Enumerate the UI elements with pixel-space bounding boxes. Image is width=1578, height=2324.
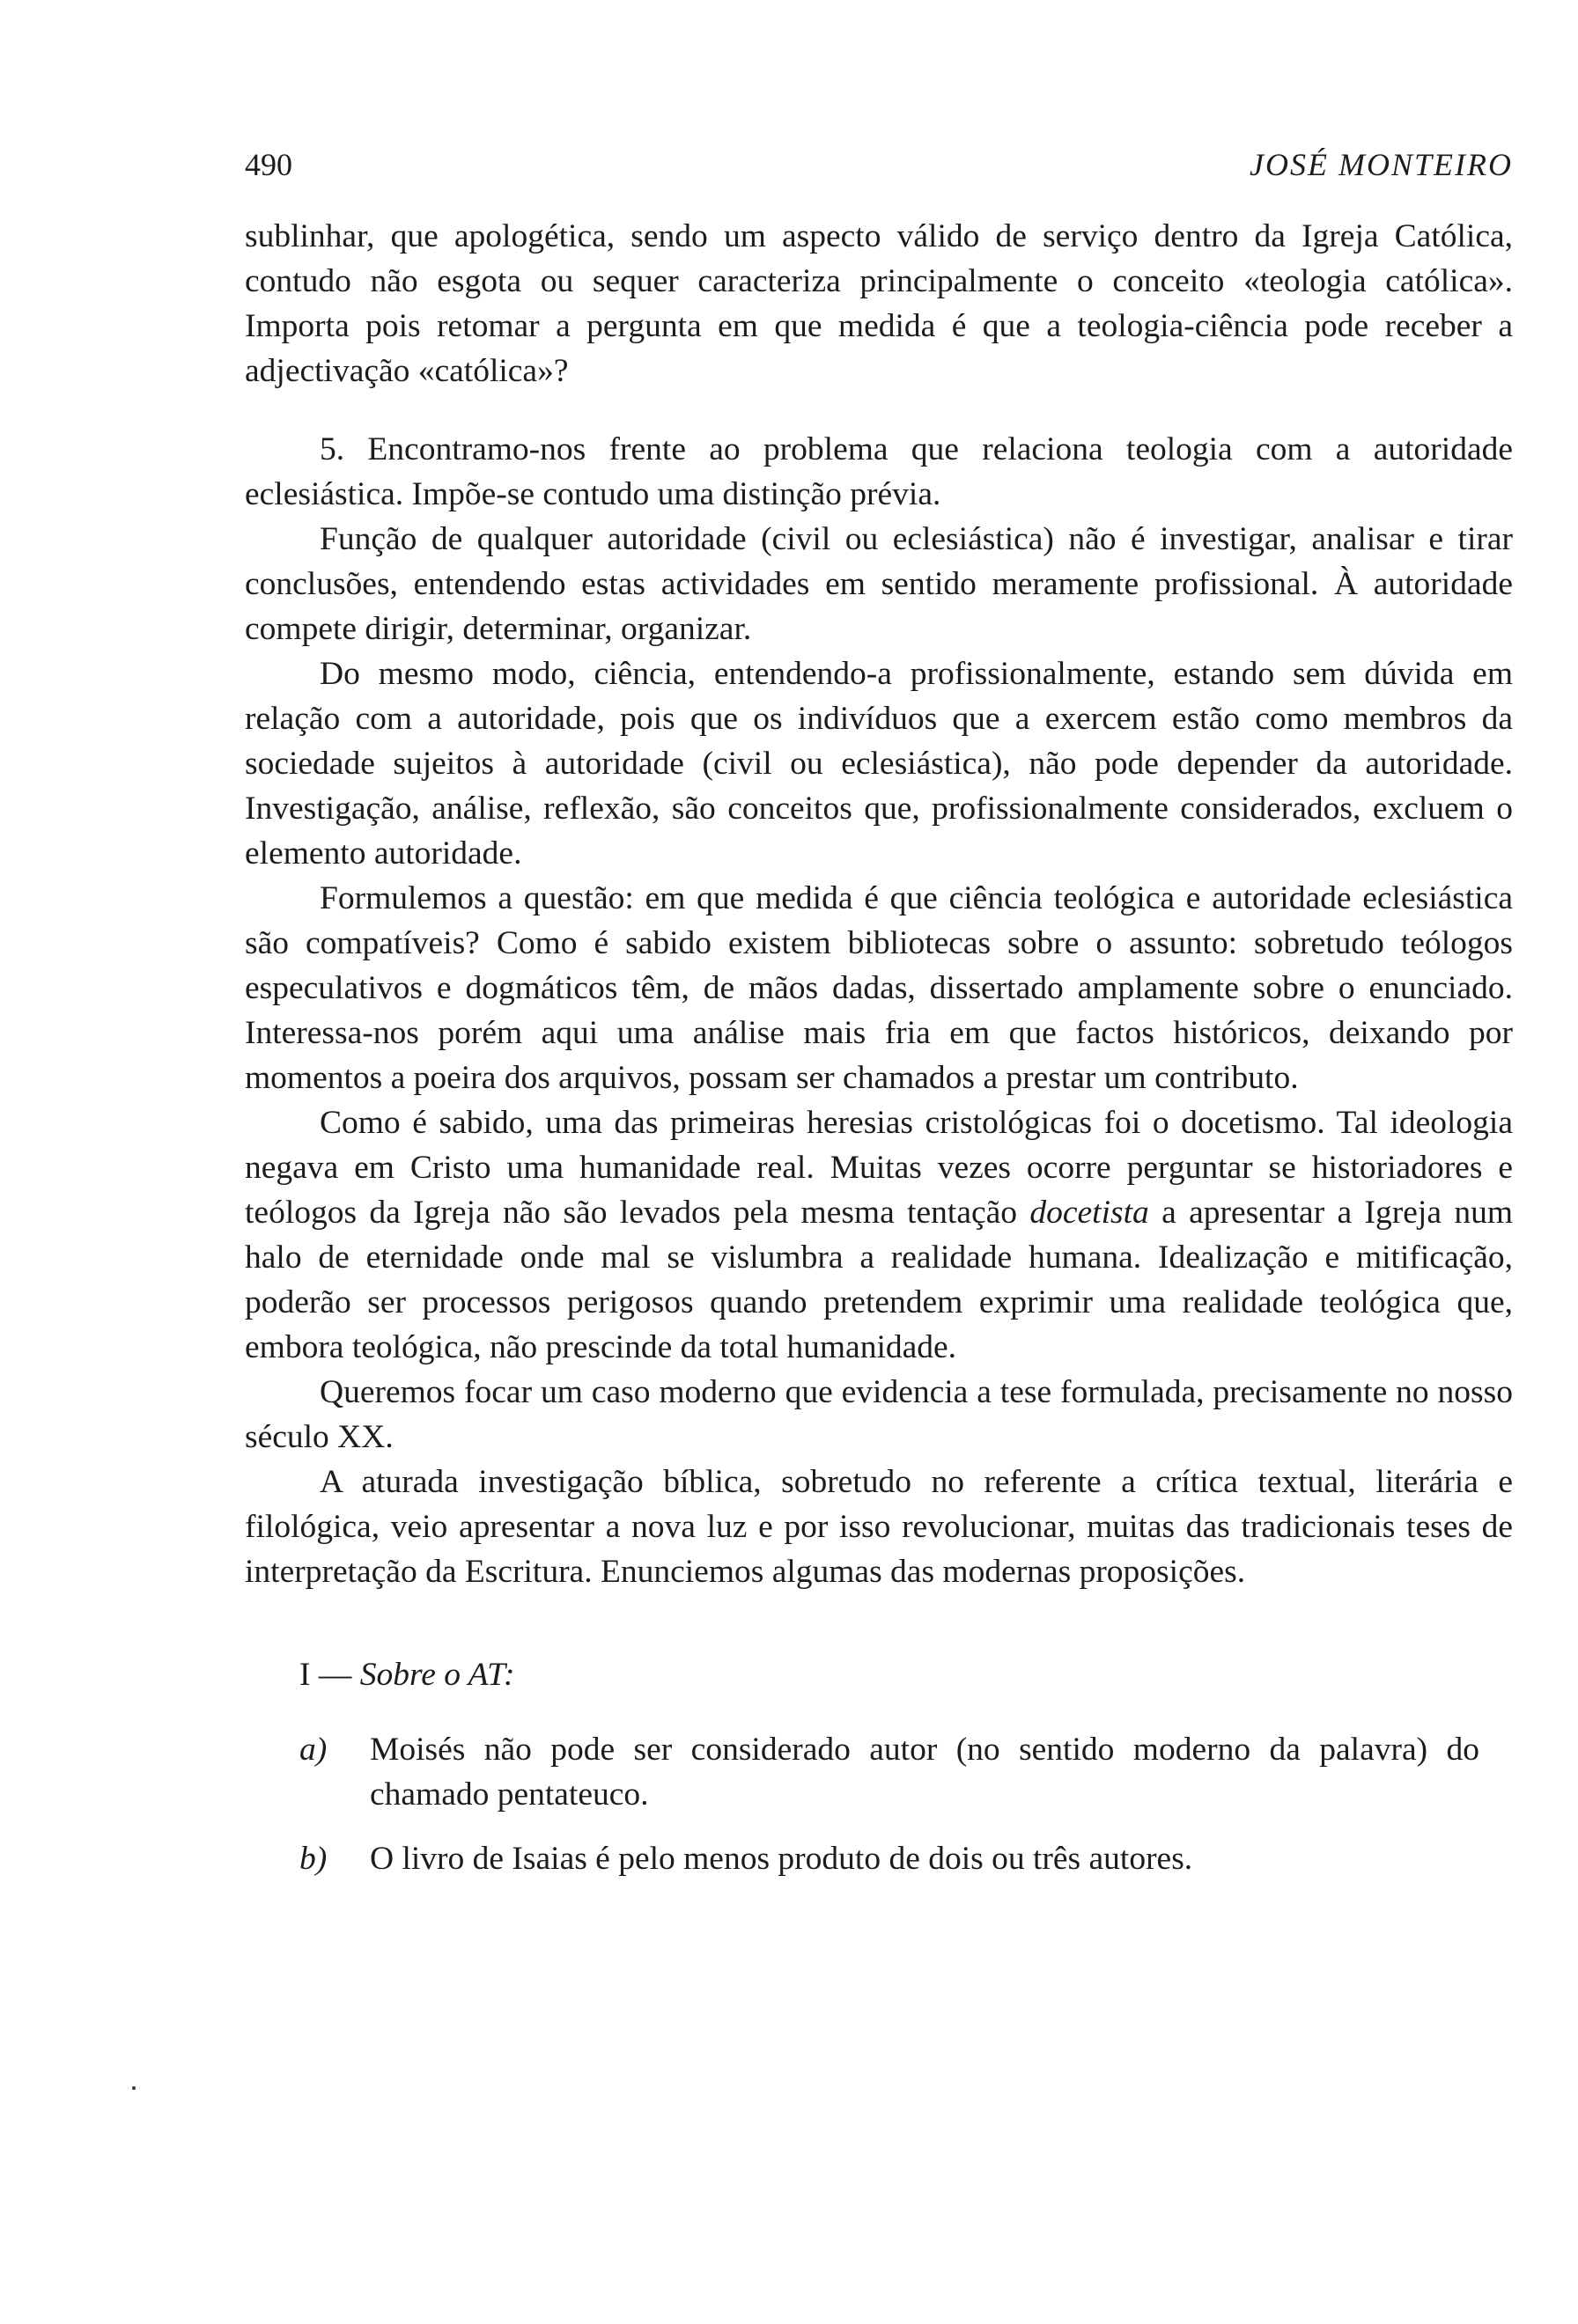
italic-term: docetista bbox=[1029, 1195, 1149, 1231]
paragraph: Queremos focar um caso moderno que evidencia a tese formulada, precisamente no nosso século XX. bbox=[245, 1374, 1513, 1455]
scan-speck bbox=[132, 2086, 136, 2090]
propositions-list bbox=[245, 1727, 1479, 1881]
list-marker: a) bbox=[299, 1732, 328, 1768]
paragraph: Formulemos a questão: em que medida é que ciência teológica e autoridade eclesiástica são compatíveis? Como é sabido existem bibliotecas sobre o assunto: sobretudo teólogos especulativos e dogmáticos têm, de mãos dadas, dissertado amplamente sobre o enunciado. Interessa-nos porém aqui uma análise mais fria em que factos históricos, deixando por momentos a poeira dos arquivos, possam ser chamados a prestar um contributo. bbox=[245, 880, 1513, 1096]
paragraph-continuation: sublinhar, que apologética, sendo um aspecto válido de serviço dentro da Igreja Católica, contudo não esgota ou sequer caracteriza principalmente o conceito «teologia católica». Importa pois retomar a pergunta em que medida é que a teologia-ciência pode receber a adjectivação «católica»? bbox=[245, 218, 1513, 389]
page-number: 490 bbox=[245, 147, 292, 182]
paragraph-gap bbox=[245, 393, 1513, 427]
paragraph: Do mesmo modo, ciência, entendendo-a profissionalmente, estando sem dúvida em relação com a autoridade, pois que os indivíduos que a exercem estão como membros da sociedade sujeitos à autoridade (civil ou eclesiástica), não pode depender da autoridade. Investigação, análise, reflexão, são conceitos que, profissionalmente considerados, excluem o elemento autoridade. bbox=[245, 656, 1513, 872]
paragraph-text: a apresentar a Igreja num halo de eternidade onde mal se vislumbra a realidade humana. Idealização e mitificação, poderão ser processos perigosos quando pretendem exprimir uma realidade teológica que, embora teológica, não prescinde da total humanidade. bbox=[245, 1195, 1513, 1365]
section-gap bbox=[245, 1594, 1513, 1652]
paragraph: Função de qualquer autoridade (civil ou eclesiástica) não é investigar, analisar e tirar conclusões, entendendo estas actividades em sentido meramente profissional. À autoridade compete dirigir, determinar, organizar. bbox=[245, 521, 1513, 647]
paragraph-text: Como é sabido, uma das primeiras heresias cristológicas foi o docetismo. Tal ideologia negava em Cristo uma humanidade real. Muitas vezes ocorre perguntar se historiadores e teólogos da Igreja não são levados pela mesma tentação bbox=[245, 1105, 1513, 1231]
list-text: Moisés não pode ser considerado autor (no sentido moderno da palavra) do chamado pentateuco. bbox=[370, 1732, 1479, 1813]
running-author: JOSÉ MONTEIRO bbox=[1250, 147, 1513, 182]
paragraph-docetism bbox=[245, 1100, 1513, 1370]
section-heading bbox=[245, 1652, 1513, 1697]
paragraph-section-5: 5. Encontramo-nos frente ao problema que relaciona teologia com a autoridade eclesiástica. Impõe-se contudo uma distinção prévia. bbox=[245, 431, 1513, 512]
paragraph: A aturada investigação bíblica, sobretudo no referente a crítica textual, literária e filológica, veio apresentar a nova luz e por isso revolucionar, muitas das tradicionais teses de interpretação da Escritura. Enunciemos algumas das modernas proposições. bbox=[245, 1464, 1513, 1590]
list-marker: b) bbox=[299, 1841, 328, 1877]
page bbox=[245, 145, 1513, 1901]
list-text: O livro de Isaias é pelo menos produto de dois ou três autores. bbox=[370, 1841, 1193, 1877]
section-title: Sobre o AT: bbox=[359, 1657, 515, 1693]
body-text bbox=[245, 214, 1513, 1594]
running-header bbox=[245, 145, 1513, 184]
list-item bbox=[299, 1727, 1479, 1817]
section-number: I — bbox=[299, 1657, 360, 1693]
list-item bbox=[299, 1836, 1479, 1881]
